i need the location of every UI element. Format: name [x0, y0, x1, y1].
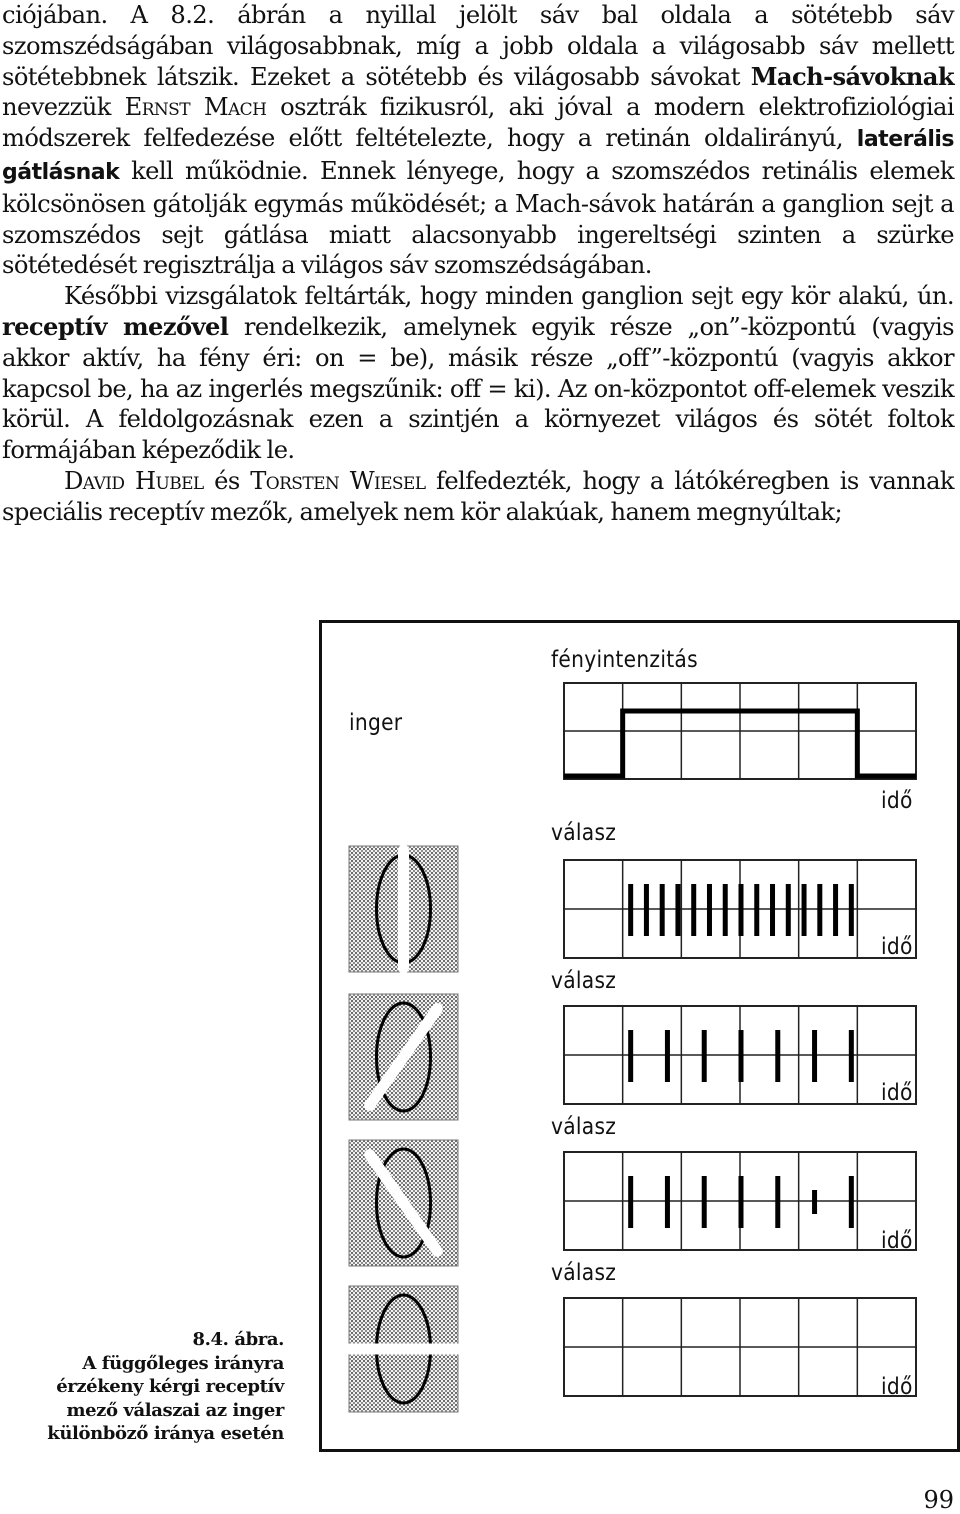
page-number: 99 [923, 1486, 954, 1514]
response-label: válasz [551, 1260, 617, 1286]
time-label: idő [881, 934, 913, 960]
person-name: Torsten Wiesel [250, 466, 426, 495]
figure-number: 8.4. ábra. [192, 1329, 284, 1350]
caption-line: mező válaszai az inger [66, 1399, 284, 1421]
response-label: válasz [551, 820, 617, 846]
term-mach-bands: Mach-sávoknak [750, 61, 954, 91]
person-name: David Hubel [64, 466, 204, 495]
time-label: idő [881, 788, 913, 814]
person-name: Ernst Mach [124, 93, 267, 122]
paragraph-2: Későbbi vizsgálatok feltárták, hogy minden ganglion sejt egy kör alakú, ún. receptív mezővel rendelkezik, amelynek egyik része „on”-központú (vagyis akkor aktív, ha fény éri: on = be), másik része „off”-központú (vagyis akkor kapcsol be, ha az ingerlés megszűnik: off = ki). Az on-központot off-elemek veszik körül. A feldolgozásnak ezen a szintjén a környezet világos és sötét foltok formájában képeződik le. [2, 282, 954, 465]
intensity-label: fényintenzitás [551, 647, 698, 673]
body-text [2, 0, 954, 528]
time-label: idő [881, 1080, 913, 1106]
paragraph-3: David Hubel és Torsten Wiesel felfedezték, hogy a látókéregben is vannak speciális receptív mezők, amelyek nem kör alakúak, hanem megnyúltak; [2, 466, 954, 526]
caption-line: érzékeny kérgi receptív [56, 1376, 284, 1398]
response-label: válasz [551, 968, 617, 994]
term-receptive-field: receptív mezővel [2, 311, 229, 341]
paragraph-1: ciójában. A 8.2. ábrán a nyillal jelölt sáv bal oldala a sötétebb sáv szomszédságában világosabbnak, míg a jobb oldala a világosabb sáv mellett sötétebbnek látszik. Ezeket a sötétebb és világosabb sávokat Mach-sávoknak nevezzük Ernst Mach osztrák fizikusról, aki jóval a modern elektrofiziológiai módszerek felfedezése előtt feltételezte, hogy a retinán oldalirányú, laterális gátlásnak kell működnie. Ennek lényege, hogy a szomszédos retinális elemek kölcsönösen gátolják egymás működését; a Mach-sávok határán a ganglion sejt a szomszédos sejt gátlása miatt alacsonyabb ingereltségi szinten a szürke sötétedését regisztrálja a világos sáv szomszédságában. [2, 1, 954, 280]
figure-diagram [319, 620, 960, 1452]
time-label: idő [881, 1228, 913, 1254]
term-lateral-inhibition: laterális gátlásnak [2, 127, 954, 185]
time-label: idő [881, 1374, 913, 1400]
caption-line: különböző iránya esetén [47, 1423, 284, 1445]
figure-8-4 [319, 620, 960, 1452]
caption-line: A függőleges irányra [82, 1352, 284, 1374]
figure-caption [20, 1328, 284, 1446]
stimulus-label: inger [349, 710, 403, 736]
response-label: válasz [551, 1114, 617, 1140]
